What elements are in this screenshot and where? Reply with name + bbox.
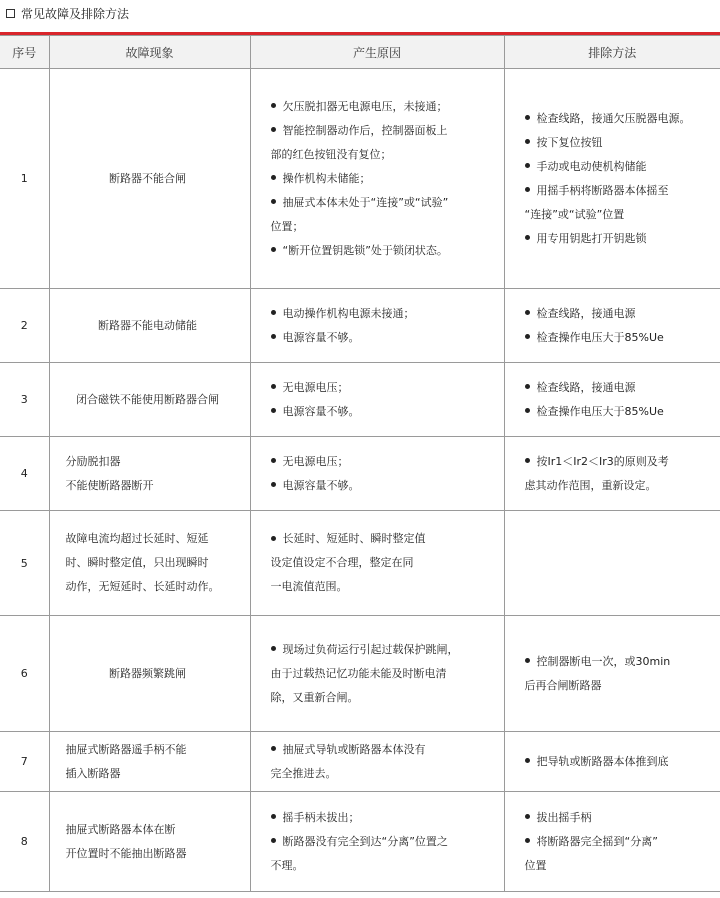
symptom-line: 开位置时不能抽出断路器 xyxy=(65,846,187,860)
symptom-line: 插入断路器 xyxy=(65,766,121,780)
cause-line xyxy=(271,638,496,662)
remedy-text: 用摇手柄将断路器本体摇至 xyxy=(536,183,669,197)
bullet-dot-icon xyxy=(271,310,276,315)
header-cause: 产生原因 xyxy=(250,36,504,69)
cause-cell xyxy=(250,437,504,511)
cause-text: 电源容量不够。 xyxy=(282,478,360,492)
remedy-text: 检查线路，接通电源 xyxy=(536,306,636,320)
remedy-text: 检查线路，接通欠压脱器电源。 xyxy=(536,111,691,125)
remedy-line xyxy=(525,155,713,179)
cause-text: 除，又重新合闸。 xyxy=(270,690,359,704)
remedy-text: 控制器断电一次，或30min xyxy=(536,654,671,668)
cause-line xyxy=(271,662,496,686)
row-index: 3 xyxy=(0,363,49,437)
cause-text: “断开位置钥匙锁”处于锁闭状态。 xyxy=(282,243,448,257)
remedy-line xyxy=(525,674,713,698)
symptom-line: 断路器不能合闸 xyxy=(109,171,186,185)
remedy-line xyxy=(525,376,713,400)
cause-line xyxy=(271,762,496,786)
cause-text: 由于过载热记忆功能未能及时断电清 xyxy=(270,666,447,680)
remedy-text: 按下复位按钮 xyxy=(536,135,603,149)
symptom-line: 故障电流均超过长延时、短延 xyxy=(65,532,209,545)
bullet-dot-icon xyxy=(271,199,276,204)
cause-line xyxy=(271,143,496,167)
remedy-line xyxy=(525,400,713,424)
bullet-dot-icon xyxy=(271,384,276,389)
cause-line xyxy=(271,215,496,239)
cause-text: 抽屉式导轨或断路器本体没有 xyxy=(282,742,426,756)
symptom-line: 时、瞬时整定值，只出现瞬时 xyxy=(65,556,209,569)
cause-line xyxy=(271,830,496,854)
cause-text: 摇手柄未拔出； xyxy=(282,810,360,824)
checkbox-square-icon xyxy=(6,9,15,18)
table-row xyxy=(0,511,720,616)
remedy-text: 位置 xyxy=(524,858,547,872)
bullet-dot-icon xyxy=(525,235,530,240)
remedy-text: 把导轨或断路器本体推到底 xyxy=(536,754,669,768)
cause-line xyxy=(271,119,496,143)
remedy-line xyxy=(525,650,713,674)
symptom-cell xyxy=(49,792,250,892)
bullet-dot-icon xyxy=(271,127,276,132)
header-remedy: 排除方法 xyxy=(504,36,720,69)
cause-text: 无电源电压； xyxy=(282,454,349,468)
symptom-line: 断路器频繁跳闸 xyxy=(109,666,186,680)
cause-text: 完全推进去。 xyxy=(270,766,337,780)
remedy-text: 检查操作电压大于85%Ue xyxy=(536,330,664,344)
header-index: 序号 xyxy=(0,36,49,69)
remedy-line xyxy=(525,107,713,131)
cause-text: 电源容量不够。 xyxy=(282,330,360,344)
cause-cell xyxy=(250,792,504,892)
remedy-line xyxy=(525,227,713,251)
section-title-text: 常见故障及排除方法 xyxy=(21,6,130,21)
symptom-line: 不能使断路器断开 xyxy=(65,478,154,492)
table-row xyxy=(0,363,720,437)
remedy-line xyxy=(525,854,713,878)
bullet-dot-icon xyxy=(271,838,276,843)
remedy-cell xyxy=(504,69,720,289)
row-index: 7 xyxy=(0,732,49,792)
symptom-line: 断路器不能电动储能 xyxy=(98,318,197,332)
bullet-dot-icon xyxy=(525,334,530,339)
table-row xyxy=(0,69,720,289)
cause-line xyxy=(271,686,496,710)
bullet-dot-icon xyxy=(525,384,530,389)
bullet-dot-icon xyxy=(271,175,276,180)
remedy-cell xyxy=(504,732,720,792)
bullet-dot-icon xyxy=(271,458,276,463)
cause-text: 抽屉式本体未处于“连接”或“试验” xyxy=(282,195,449,209)
symptom-cell xyxy=(49,437,250,511)
remedy-line xyxy=(525,203,713,227)
cause-line xyxy=(271,527,496,551)
cause-text: 操作机构未储能； xyxy=(282,171,371,185)
cause-cell xyxy=(250,616,504,732)
symptom-line: 动作，无短延时、长延时动作。 xyxy=(65,580,220,593)
cause-line xyxy=(271,450,496,474)
remedy-cell xyxy=(504,363,720,437)
remedy-line xyxy=(525,179,713,203)
bullet-dot-icon xyxy=(271,646,276,651)
bullet-dot-icon xyxy=(271,536,276,541)
cause-text: 长延时、短延时、瞬时整定值 xyxy=(282,532,426,545)
cause-cell xyxy=(250,289,504,363)
remedy-line xyxy=(525,302,713,326)
bullet-dot-icon xyxy=(525,310,530,315)
bullet-dot-icon xyxy=(271,814,276,819)
bullet-dot-icon xyxy=(525,187,530,192)
cause-text: 电动操作机构电源未接通； xyxy=(282,306,415,320)
remedy-text: 手动或电动使机构储能 xyxy=(536,159,647,173)
cause-line xyxy=(271,239,496,263)
bullet-dot-icon xyxy=(525,458,530,463)
cause-cell xyxy=(250,511,504,616)
bullet-dot-icon xyxy=(271,103,276,108)
symptom-line: 闭合磁铁不能使用断路器合闸 xyxy=(76,392,219,406)
remedy-text: 将断路器完全摇到“分离” xyxy=(536,834,658,848)
bullet-dot-icon xyxy=(525,408,530,413)
table-row xyxy=(0,437,720,511)
cause-line xyxy=(271,575,496,599)
row-index: 8 xyxy=(0,792,49,892)
cause-text: 无电源电压； xyxy=(282,380,349,394)
cause-cell xyxy=(250,732,504,792)
row-index: 6 xyxy=(0,616,49,732)
bullet-dot-icon xyxy=(271,408,276,413)
cause-line xyxy=(271,376,496,400)
cause-line xyxy=(271,167,496,191)
symptom-cell xyxy=(49,69,250,289)
table-row xyxy=(0,289,720,363)
row-index: 2 xyxy=(0,289,49,363)
cause-line xyxy=(271,854,496,878)
cause-text: 智能控制器动作后，控制器面板上 xyxy=(282,123,448,137)
symptom-cell xyxy=(49,289,250,363)
section-title xyxy=(6,4,129,22)
cause-line xyxy=(271,191,496,215)
row-index: 4 xyxy=(0,437,49,511)
remedy-text: 按Ir1＜Ir2＜Ir3的原则及考 xyxy=(536,454,669,468)
cause-line xyxy=(271,326,496,350)
bullet-dot-icon xyxy=(271,247,276,252)
cause-text: 位置； xyxy=(270,219,304,233)
cause-line xyxy=(271,474,496,498)
bullet-dot-icon xyxy=(525,838,530,843)
cause-cell xyxy=(250,69,504,289)
symptom-cell xyxy=(49,616,250,732)
remedy-line xyxy=(525,830,713,854)
cause-text: 断路器没有完全到达“分离”位置之 xyxy=(282,834,448,848)
remedy-line xyxy=(525,474,713,498)
bullet-dot-icon xyxy=(525,814,530,819)
cause-cell xyxy=(250,363,504,437)
remedy-line xyxy=(525,806,713,830)
table-header-row xyxy=(0,36,720,69)
table-row xyxy=(0,792,720,892)
bullet-dot-icon xyxy=(525,658,530,663)
remedy-cell xyxy=(504,616,720,732)
cause-line xyxy=(271,738,496,762)
symptom-line: 抽屉式断路器本体在断 xyxy=(65,822,176,836)
remedy-cell xyxy=(504,511,720,616)
symptom-cell xyxy=(49,732,250,792)
remedy-cell xyxy=(504,437,720,511)
remedy-line xyxy=(525,450,713,474)
header-symptom: 故障现象 xyxy=(49,36,250,69)
remedy-text: 虑其动作范围，重新设定。 xyxy=(524,478,657,492)
cause-text: 部的红色按钮没有复位； xyxy=(270,147,392,161)
symptom-line: 分励脱扣器 xyxy=(65,454,121,468)
remedy-text: 后再合闸断路器 xyxy=(524,678,602,692)
cause-line xyxy=(271,806,496,830)
bullet-dot-icon xyxy=(271,334,276,339)
bullet-dot-icon xyxy=(525,139,530,144)
bullet-dot-icon xyxy=(271,482,276,487)
row-index: 5 xyxy=(0,511,49,616)
troubleshooting-table xyxy=(0,35,720,892)
cause-text: 欠压脱扣器无电源电压，未接通； xyxy=(282,99,448,113)
cause-text: 设定值设定不合理，整定在同 xyxy=(270,556,414,569)
cause-line xyxy=(271,302,496,326)
table-row xyxy=(0,732,720,792)
symptom-cell xyxy=(49,511,250,616)
remedy-text: 拔出摇手柄 xyxy=(536,810,592,824)
cause-text: 一电流值范围。 xyxy=(270,580,348,593)
bullet-dot-icon xyxy=(525,115,530,120)
remedy-text: “连接”或“试验”位置 xyxy=(524,207,625,221)
cause-text: 电源容量不够。 xyxy=(282,404,360,418)
bullet-dot-icon xyxy=(525,163,530,168)
cause-text: 不理。 xyxy=(270,858,304,872)
symptom-line: 抽屉式断路器遥手柄不能 xyxy=(65,742,187,756)
remedy-text: 用专用钥匙打开钥匙锁 xyxy=(536,231,647,245)
cause-text: 现场过负荷运行引起过载保护跳闸， xyxy=(282,642,459,656)
remedy-cell xyxy=(504,792,720,892)
table-row xyxy=(0,616,720,732)
remedy-line xyxy=(525,750,713,774)
cause-line xyxy=(271,551,496,575)
remedy-line xyxy=(525,326,713,350)
cause-line xyxy=(271,95,496,119)
symptom-cell xyxy=(49,363,250,437)
remedy-text: 检查操作电压大于85%Ue xyxy=(536,404,664,418)
cause-line xyxy=(271,400,496,424)
row-index: 1 xyxy=(0,69,49,289)
remedy-text: 检查线路，接通电源 xyxy=(536,380,636,394)
remedy-line xyxy=(525,131,713,155)
bullet-dot-icon xyxy=(271,746,276,751)
remedy-cell xyxy=(504,289,720,363)
bullet-dot-icon xyxy=(525,758,530,763)
